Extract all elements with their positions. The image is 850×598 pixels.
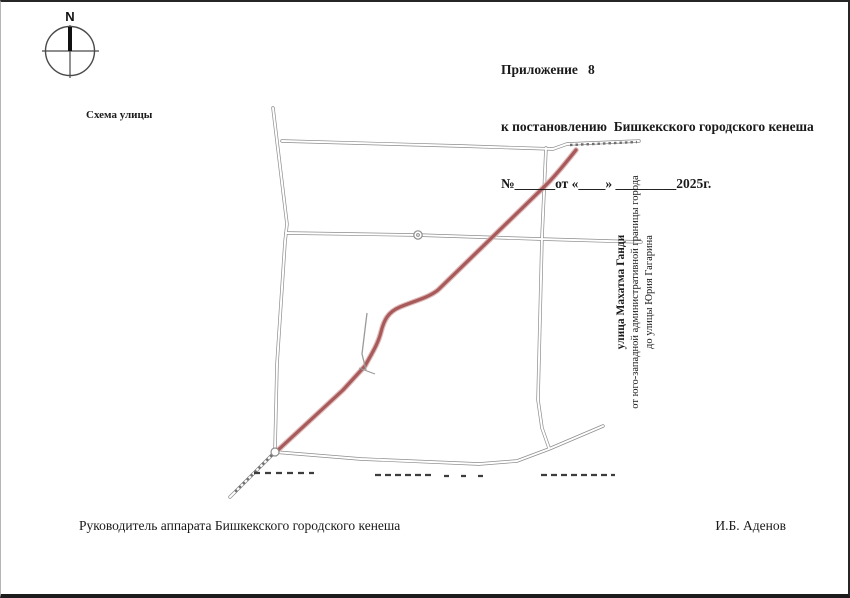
roundabout-marker (414, 231, 422, 239)
signature-name: И.Б. Аденов (715, 518, 786, 533)
signature-position-title: Руководитель аппарата Бишкекского городского кенеша (79, 518, 401, 533)
street-extent-to: до улицы Юрия Гагарина (643, 235, 655, 349)
header-annex-line: Приложение 8 (501, 62, 595, 77)
header-resolution-line: к постановлению Бишкекского городского кенеша (501, 119, 814, 134)
compass-north-label: N (65, 9, 75, 24)
header-number-date-line: №______от «____» _________2025г. (501, 176, 712, 191)
street-extent-from: от юго-западной административной границы города (629, 175, 641, 409)
junction-marker (271, 448, 279, 456)
compass-rose-icon (42, 9, 99, 78)
street-label (614, 167, 660, 417)
road-bottom (275, 426, 603, 464)
map-title: Схема улицы (86, 109, 153, 121)
street-name: улица Махатма Ганди (615, 234, 627, 350)
boundary-dashes (254, 473, 615, 476)
